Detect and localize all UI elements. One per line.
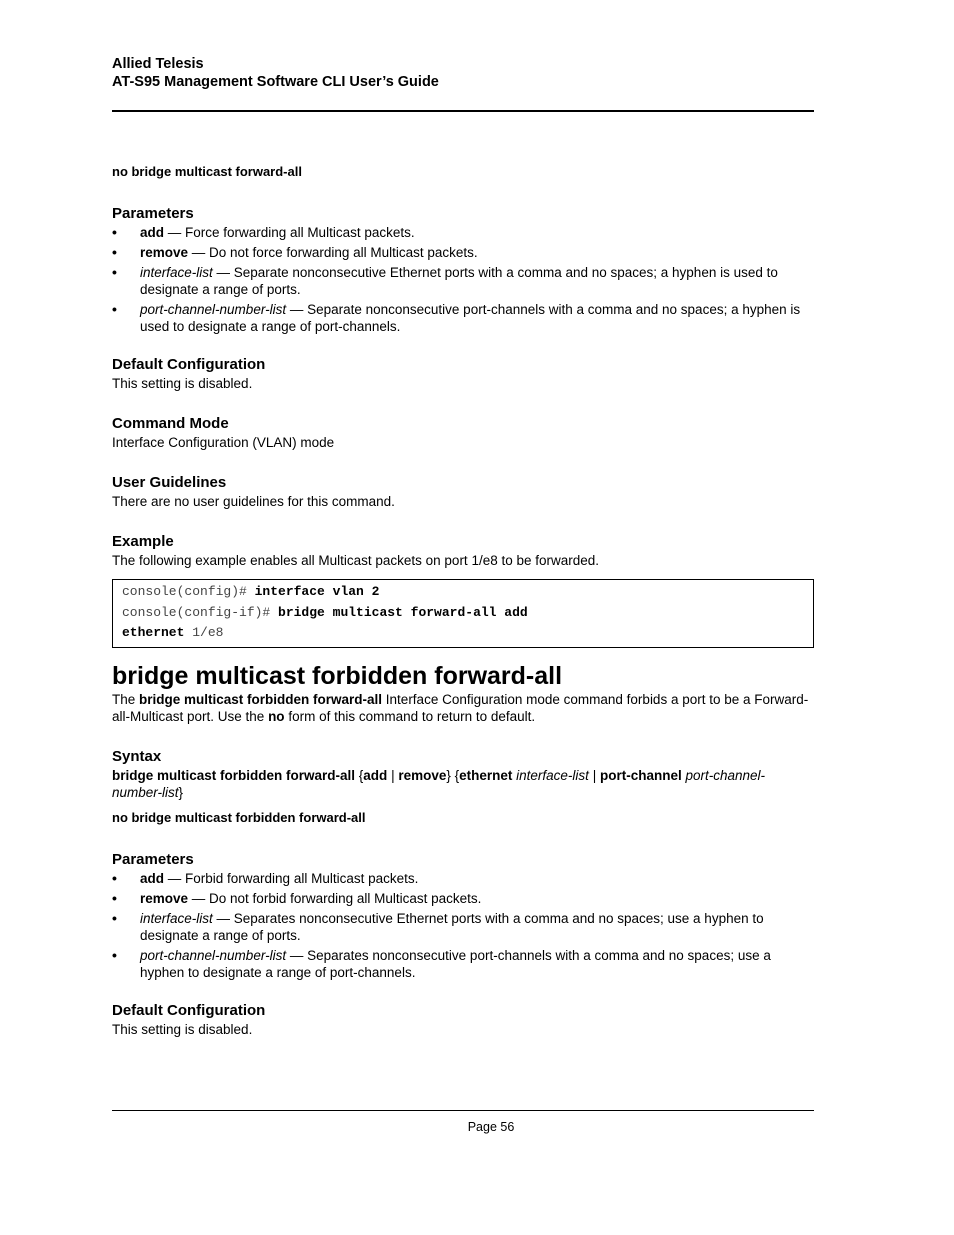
list-item: • remove — Do not forbid forwarding all Multicast packets.	[112, 890, 814, 907]
guide-title: AT-S95 Management Software CLI User’s Guide	[112, 74, 439, 90]
syntax-text: bridge multicast forbidden forward-all {add | remove} {ethernet interface-list | port-channel port-channel-number-list}	[112, 767, 766, 800]
example-text: The following example enables all Multicast packets on port 1/e8 to be forwarded.	[112, 553, 600, 568]
default-config-heading: Default Configuration	[112, 356, 266, 373]
list-item: • interface-list — Separates nonconsecutive Ethernet ports with a comma and no spaces; use a hyphen to designate a range of ports.	[112, 910, 814, 944]
command-mode-text: Interface Configuration (VLAN) mode	[112, 435, 335, 450]
code-example	[112, 579, 814, 648]
parameters-list	[112, 224, 814, 335]
syntax-heading: Syntax	[112, 747, 162, 765]
page-number: Page 56	[467, 1120, 515, 1134]
list-item: • interface-list — Separate nonconsecutive Ethernet ports with a comma and no spaces; a hyphen is used to designate a range of ports.	[112, 264, 814, 298]
code-line: console(config-if)# bridge multicast forward-all add	[122, 604, 528, 620]
code-line: console(config)# interface vlan 2	[122, 584, 380, 599]
list-item: • port-channel-number-list — Separates nonconsecutive port-channels with a comma and no spaces; use a hyphen to designate a range of port-channels.	[112, 947, 814, 981]
list-item: • port-channel-number-list — Separate nonconsecutive port-channels with a comma and no spaces; a hyphen is used to designate a range of port-channels.	[112, 301, 814, 335]
command-mode-heading: Command Mode	[112, 415, 229, 432]
user-guidelines-text: There are no user guidelines for this command.	[112, 494, 395, 509]
footer-divider	[112, 1110, 814, 1111]
user-guidelines-heading: User Guidelines	[112, 474, 227, 491]
default-config-text: This setting is disabled.	[112, 376, 253, 391]
section-intro: The bridge multicast forbidden forward-all Interface Configuration mode command forbids a port to be a Forward-all-Multicast port. Use the no form of this command to return to default.	[112, 691, 809, 724]
company-name: Allied Telesis	[112, 56, 204, 72]
code-line: ethernet 1/e8	[122, 625, 224, 640]
default-config-text: This setting is disabled.	[112, 1021, 253, 1037]
parameters-heading: Parameters	[112, 205, 194, 222]
default-config-heading: Default Configuration	[112, 1001, 266, 1019]
example-heading: Example	[112, 533, 174, 550]
parameters-list	[112, 870, 814, 981]
parameters-heading: Parameters	[112, 850, 194, 868]
list-item: • add — Force forwarding all Multicast packets.	[112, 224, 814, 241]
no-form-command: no bridge multicast forbidden forward-all	[112, 809, 366, 825]
document-body	[112, 163, 814, 1038]
section-title: bridge multicast forbidden forward-all	[112, 661, 563, 690]
no-form-command: no bridge multicast forward-all	[112, 164, 302, 179]
list-item: • remove — Do not force forwarding all Multicast packets.	[112, 244, 814, 261]
list-item: • add — Forbid forwarding all Multicast packets.	[112, 870, 814, 887]
header-divider	[112, 110, 814, 112]
page-header	[112, 55, 814, 91]
